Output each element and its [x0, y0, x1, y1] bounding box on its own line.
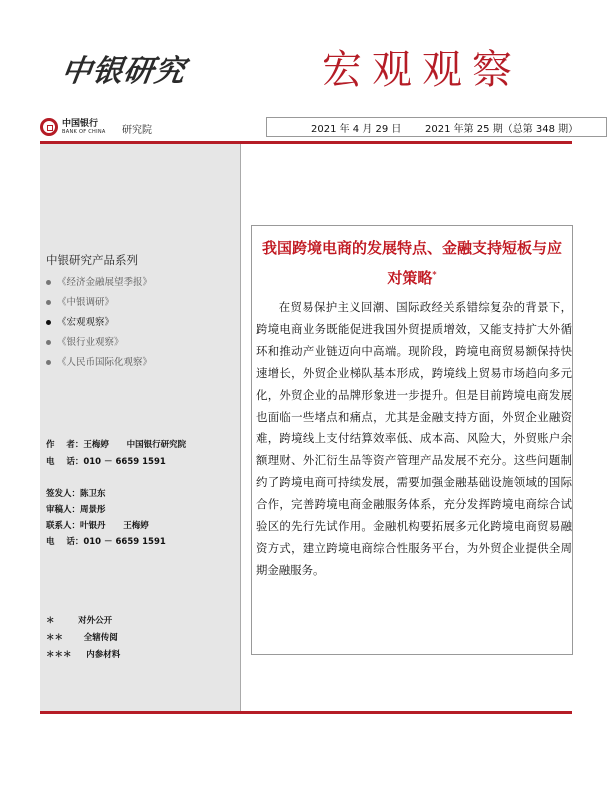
- contact-phone: 电 话：010 － 6659 1591: [46, 537, 166, 547]
- series-item-outlook[interactable]: [46, 274, 152, 288]
- bottom-divider: [40, 711, 572, 714]
- classification-confidential: ＊＊＊ 内参材料: [46, 650, 121, 660]
- series-item-rmb[interactable]: [46, 354, 152, 368]
- issue-number: 2021 年第 25 期（总第 348 期）: [425, 124, 579, 135]
- article-title-text: 我国跨境电商的发展特点、金融支持短板与应对策略: [261, 239, 562, 287]
- series-item-banking[interactable]: [46, 334, 124, 348]
- bank-logo-icon: [40, 118, 58, 136]
- series-item-label: 《人民币国际化观察》: [57, 357, 153, 368]
- bullet-icon: [46, 320, 51, 325]
- title-footnote-mark: *: [432, 269, 437, 279]
- institute-label: 研究院: [122, 125, 152, 136]
- reviewer-line: 审稿人：周景彤: [46, 505, 106, 515]
- author-phone: 电 话：010 － 6659 1591: [46, 457, 166, 467]
- author-line: 作 者：王梅婷 中国银行研究院: [46, 440, 187, 450]
- classification-public: ＊ 对外公开: [46, 616, 113, 626]
- series-item-survey[interactable]: [46, 294, 114, 308]
- series-item-macro[interactable]: [46, 314, 114, 328]
- series-item-label: 《宏观观察》: [57, 317, 115, 328]
- contact-line: 联系人：叶银丹 王梅婷: [46, 521, 149, 531]
- classification-internal: ＊＊ 全辖传阅: [46, 633, 118, 643]
- bullet-icon: [46, 340, 51, 345]
- brand-wordmark: 中银研究: [59, 54, 188, 89]
- bank-name-en: BANK OF CHINA: [62, 129, 106, 135]
- article-body: 在贸易保护主义回潮、国际政经关系错综复杂的背景下，跨境电商业务既能促进我国外贸提质增效，又能支持扩大外循环和推动产业链迈向中高端。现阶段，跨境电商贸易额保持快速增长，外贸企业梯队基本形成，跨境线上贸易市场趋向多元化，外贸企业的品牌形象进一步提升。但是目前跨境电商发展也面临一些堵点和痛点，尤其是金融支持方面，外贸企业融资难，跨境线上支付结算效率低、成本高、风险大，外贸账户余额理财、外汇衍生品等资产管理产品发展不充分。这些问题制约了跨境电商可持续发展，需要加强金融基础设施领域的国际合作，完善跨境电商金融服务体系，充分发挥跨境电商综合试验区的先行先试作用。金融机构要拓展多元化跨境电商贸易融资方式，建立跨境电商综合性服务平台，为外贸企业提供全周期金融服务。: [256, 300, 572, 577]
- series-item-label: 《银行业观察》: [57, 337, 124, 348]
- bullet-icon: [46, 360, 51, 365]
- article-title: [256, 235, 568, 291]
- bank-name-cn: 中国银行: [62, 119, 99, 129]
- series-heading: 中银研究产品系列: [46, 253, 138, 267]
- series-item-label: 《经济金融展望季报》: [57, 277, 153, 288]
- publication-title: 宏观观察: [322, 47, 522, 93]
- issue-date: 2021 年 4 月 29 日: [311, 124, 402, 135]
- signoff-line: 签发人：陈卫东: [46, 489, 106, 499]
- bullet-icon: [46, 300, 51, 305]
- bullet-icon: [46, 280, 51, 285]
- series-item-label: 《中银调研》: [57, 297, 115, 308]
